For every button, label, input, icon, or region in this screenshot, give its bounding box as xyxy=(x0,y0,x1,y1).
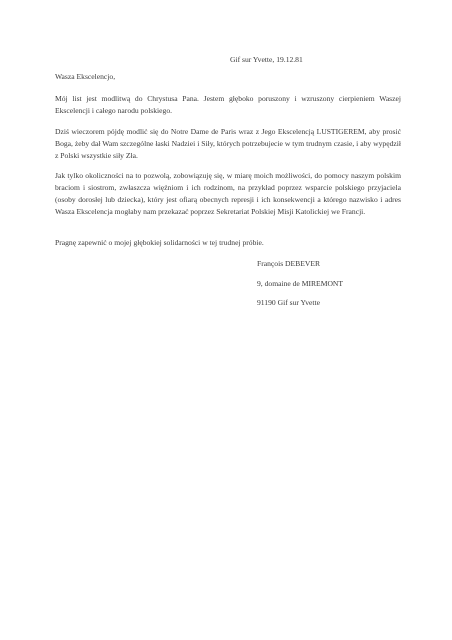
place-and-date: Gif sur Yvette, 19.12.81 xyxy=(230,55,303,64)
paragraph-commitment: Jak tylko okoliczności na to pozwolą, zobowiązuję się, w miarę moich możliwości, do pomocy naszym polskim braciom i siostrom, zwłaszcza więźniom i ich rodzinom, na przykład poprzez wsparcie polskiego przyjaciela (osoby dorosłej lub dziecka), który jest ofiarą obecnych represji i ich konsekwencji a którego nazwisko i adres Wasza Ekscelencja mogłaby nam przekazać poprzez Sekretariat Polskiej Misji Katolickiej we Francji. xyxy=(55,171,401,216)
salutation: Wasza Ekscelencjo, xyxy=(55,72,116,81)
signature-street: 9, domaine de MIREMONT xyxy=(257,279,344,288)
paragraph-intro: Mój list jest modlitwą do Chrystusa Pana. Jestem głęboko poruszony i wzruszony cierpieniem Waszej Ekscelencji i całego narodu polskiego. xyxy=(55,94,401,115)
signature-name: François DEBEVER xyxy=(257,259,321,268)
paragraph-prayer: Dziś wieczorem pójdę modlić się do Notre Dame de Paris wraz z Jego Ekscelencją LUSTIGEREM, aby prosić Boga, żeby dał Wam szczególne łaski Nadziei i Siły, których potrzebujecie w tym trudnym czasie, i aby wypędził z Polski wszystkie siły Zła. xyxy=(55,127,401,160)
signature-city: 91190 Gif sur Yvette xyxy=(257,298,320,307)
paragraph-solidarity: Pragnę zapewnić o mojej głębokiej solidarności w tej trudnej próbie. xyxy=(55,238,264,247)
